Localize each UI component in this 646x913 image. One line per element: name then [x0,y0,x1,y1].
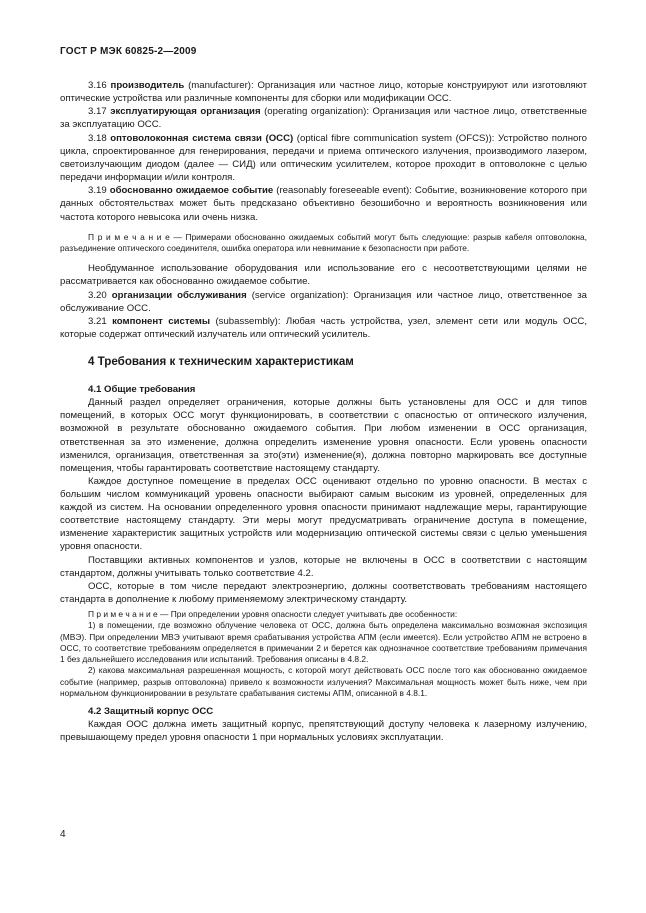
definition-number: 3.18 [88,132,107,144]
definition-3-20 [60,289,587,315]
note-item-1: 1) в помещении, где возможно облучение человека от ОСС, должна быть определена максимально возможная экспозиция (МВЭ). При определении МВЭ учитывают время срабатывания устройства АПМ (если имеется). Если устройство АПМ не встроено в ОСС, то соответствие требованиям определяется в примечании 2 и берется как однозначное соответствие требованиям примечания 1 без дальнейшего исследования или испытаний. Требования описаны в 4.8.2. [60,620,587,665]
page-content [60,79,587,744]
section-4-heading: 4 Требования к техническим характеристикам [88,355,354,369]
definition-number: 3.16 [88,80,107,91]
note-examples [60,232,587,254]
definition-text: (manufacturer): Организация или частное лицо, которые конструируют или изготовляют оптические устройства или различные компоненты для сборки или модификации ОСС. [60,80,587,105]
note-label: П р и м е ч а н и е [88,231,170,242]
paragraph-misuse: Необдуманное использование оборудования или использование его с несоответствующими целями не рассматривается как обоснованно ожидаемое событие. [60,263,587,288]
definition-term: оптоволоконная система связи (ОСС) [110,132,294,144]
definition-term: компонент системы [112,315,211,327]
definition-term: обоснованно ожидаемое событие [109,185,274,197]
paragraph-4-1-d: ОСС, которые в том числе передают электроэнергию, должны соответствовать требованиям настоящего стандарта в дополнение к любому применяемому электрическому стандарту. [60,581,587,606]
paragraph-4-2: Каждая ООС должна иметь защитный корпус, препятствующий доступу человека к лазерному излучению, превышающему предел уровня опасности 1 при нормальных условиях эксплуатации. [60,719,587,744]
note-text: — Примерами обоснованно ожидаемых событий могут быть следующие: разрыв кабеля оптоволокна, разъединение оптического соединителя, ошибка оператора или невнимание к безопасности при работе. [60,231,587,253]
definition-3-16 [60,79,587,105]
page-number: 4 [60,829,66,840]
definition-text: (reasonably foreseeable event): Событие, возникновение которого при данных обстоятельствах может быть предсказано объективно безошибочно и вероятность возникновения или частота которого невысока или очень низка. [60,185,587,223]
definition-3-21 [60,315,587,341]
definition-number: 3.19 [88,185,107,197]
definition-number: 3.21 [88,315,107,327]
subsection-4-1-heading: 4.1 Общие требования [88,384,196,396]
definition-text: (operating organization): Организация или частное лицо, ответственные за эксплуатацию ОСС. [60,106,587,131]
note-intro: — При определении уровня опасности следует учитывать две особенности: [157,609,458,620]
definition-term: эксплуатирующая организация [110,106,261,118]
definition-term: организации обслуживания [111,289,247,301]
subsection-4-2-heading: 4.2 Защитный корпус ОСС [88,705,214,717]
definition-3-17 [60,105,587,131]
standard-header: ГОСТ Р МЭК 60825-2—2009 [60,46,197,57]
note-label: П р и м е ч а н и е [88,609,158,620]
note-hazard-level [60,609,587,620]
definition-3-19 [60,184,587,223]
note-item-2: 2) какова максимальная разрешенная мощность, с которой могут действовать ОСС после того как обоснованно ожидаемое событие (например, разрыв оптоволокна) привело к возможности излучения? Максимальная мощность может быть ниже, чем при нормальном функционировании в результате срабатывания системы АПМ, описанной в 4.8.1. [60,665,587,698]
definition-term: производитель [110,80,185,91]
definition-text: (optical fibre communication system (OFCS)): Устройство полного цикла, спроектированное для генерирования, передачи и приема оптического излучения, производимого лазером, светоизлучающим диодом (далее — СИД) или оптическим усилителем, которое проходит в оптоволокне с целью передачи информации и/или контроля. [60,132,587,184]
definition-number: 3.20 [88,289,107,301]
paragraph-4-1-a: Данный раздел определяет ограничения, которые должны быть установлены для ОСС и для типов помещений, в которых ОСС могут функционировать, в соответствии с опасностью от оптического излучения, возможной в результате обоснованно ожидаемого события. При любом изменении в ОСС организация, ответственная за это изменение, должна определить изменение уровня опасности. Если уровень опасности изменился, организация, ответственная за это(эти) изменение(я), должна повторно маркировать все доступные помещения, чтобы гарантировать соответствие настоящему стандарту. [60,397,587,474]
paragraph-4-1-b: Каждое доступное помещение в пределах ОСС оценивают отдельно по уровню опасности. В местах с большим числом коммуникаций уровень опасности выбирают самым высоким из уровней, определенных для каждой из систем. На основании определенного уровня опасности принимают надлежащие меры, гарантирующие соответствие настоящему стандарту. Эти меры могут предусматривать ограничение доступа в помещение, изменение характеристик защитных устройств или модернизацию оптической системы связи с целью уменьшения уровня опасности. [60,475,587,553]
definition-3-18 [60,132,587,184]
definition-number: 3.17 [88,106,107,118]
definition-text: (subassembly): Любая часть устройства, узел, элемент сети или модуль ОСС, которые содержат оптический излучатель или оптический усилитель. [60,315,587,341]
paragraph-4-1-c: Поставщики активных компонентов и узлов, которые не включены в ОСС в соответствии с настоящим стандартом, должны учитывать только соответствие 4.2. [60,554,587,579]
definition-text: (service organization): Организация или частное лицо, ответственное за обслуживание ОСС. [60,289,587,314]
